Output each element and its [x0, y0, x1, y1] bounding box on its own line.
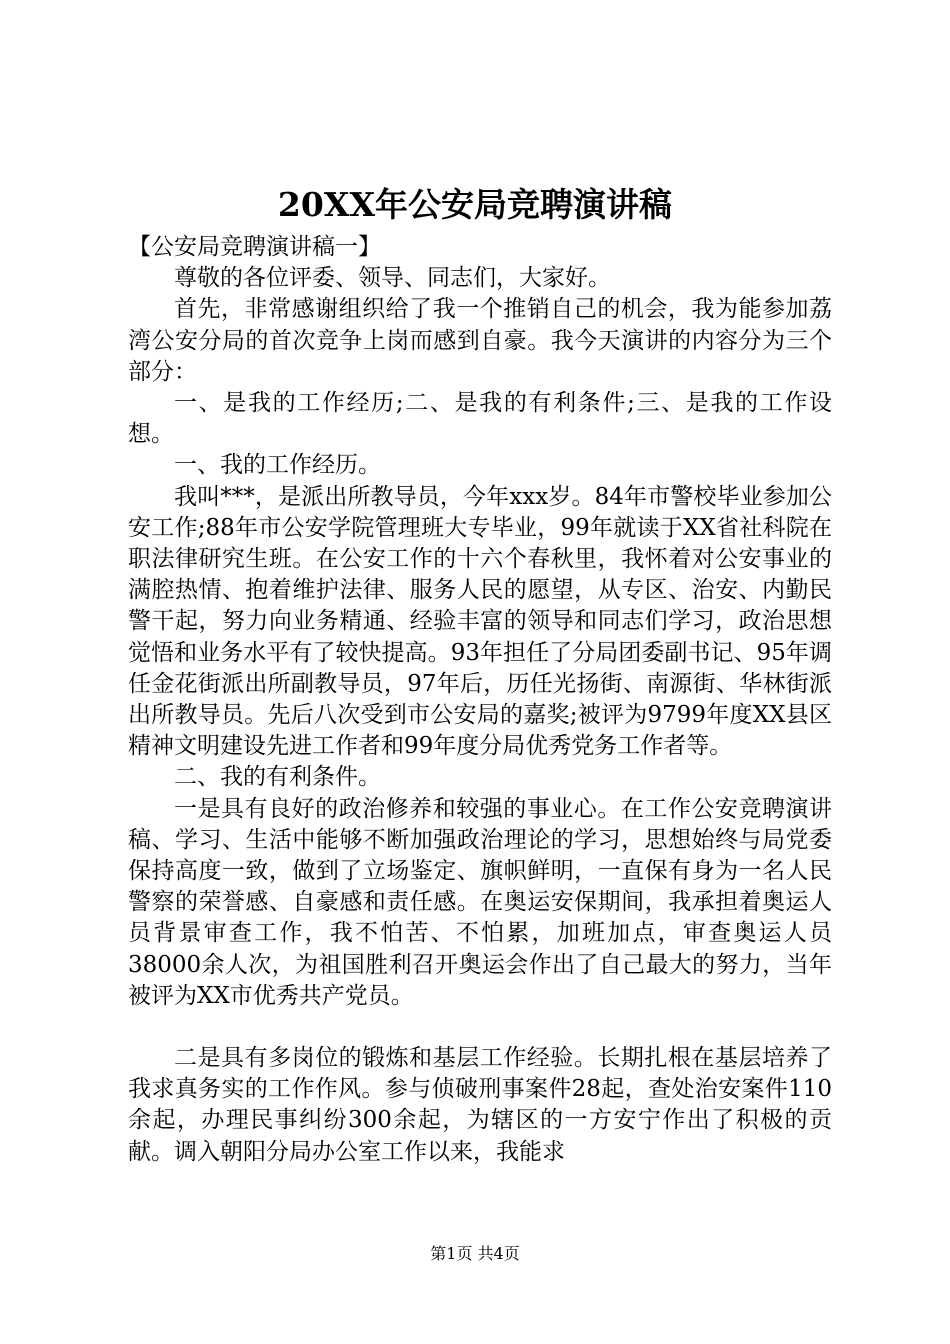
paragraph-greeting: 尊敬的各位评委、领导、同志们，大家好。: [174, 265, 611, 292]
document-title: 20XX年公安局竞聘演讲稿: [277, 185, 673, 224]
document-body: [128, 232, 832, 1168]
subheading-advantages: 二、我的有利条件。: [174, 764, 381, 791]
paragraph-work-experience: 我叫***，是派出所教导员，今年xxx岁。84年市警校毕业参加公安工作;88年市公安学院管理班大专毕业，99年就读于XX省社科院在职法律研究生班。在公安工作的十六个春秋里，我怀着对公安事业的满腔热情、抱着维护法律、服务人民的愿望，从专区、治安、内勤民警干起，努力向业务精通、经验丰富的领导和同志们学习，政治思想觉悟和业务水平有了较快提高。93年担任了分局团委副书记、95年调任金花街派出所副教导员，97年后，历任光扬街、南源街、华林街派出所教导员。先后八次受到市公安局的嘉奖;被评为9799年度XX县区精神文明建设先进工作者和99年度分局优秀党务工作者等。: [128, 483, 832, 760]
paragraph-advantage-one: 一是具有良好的政治修养和较强的事业心。在工作公安竞聘演讲稿、学习、生活中能够不断加强政治理论的学习，思想始终与局党委保持高度一致，做到了立场鉴定、旗帜鲜明，一直保有身为一名人民警察的荣誉感、自豪感和责任感。在奥运安保期间，我承担着奥运人员背景审查工作，我不怕苦、不怕累，加班加点，审查奥运人员38000余人次，为祖国胜利召开奥运会作出了自己最大的努力，当年被评为XX市优秀共产党员。: [128, 795, 832, 1009]
paragraph-outline: 一、是我的工作经历;二、是我的有利条件;三、是我的工作设想。: [128, 390, 832, 448]
paragraph-intro: 首先，非常感谢组织给了我一个推销自己的机会，我为能参加荔湾公安分局的首次竞争上岗而感到自豪。我今天演讲的内容分为三个部分：: [128, 296, 832, 385]
page-footer: 第1页 共4页: [430, 1244, 520, 1263]
paragraph-advantage-two: 二是具有多岗位的锻炼和基层工作经验。长期扎根在基层培养了我求真务实的工作作风。参与侦破刑事案件28起，查处治安案件110余起，办理民事纠纷300余起，为辖区的一方安宁作出了积极的贡献。调入朝阳分局办公室工作以来，我能求: [128, 1045, 832, 1165]
subheading-work-experience: 一、我的工作经历。: [174, 452, 381, 479]
section-heading: 【公安局竞聘演讲稿一】: [128, 234, 381, 260]
